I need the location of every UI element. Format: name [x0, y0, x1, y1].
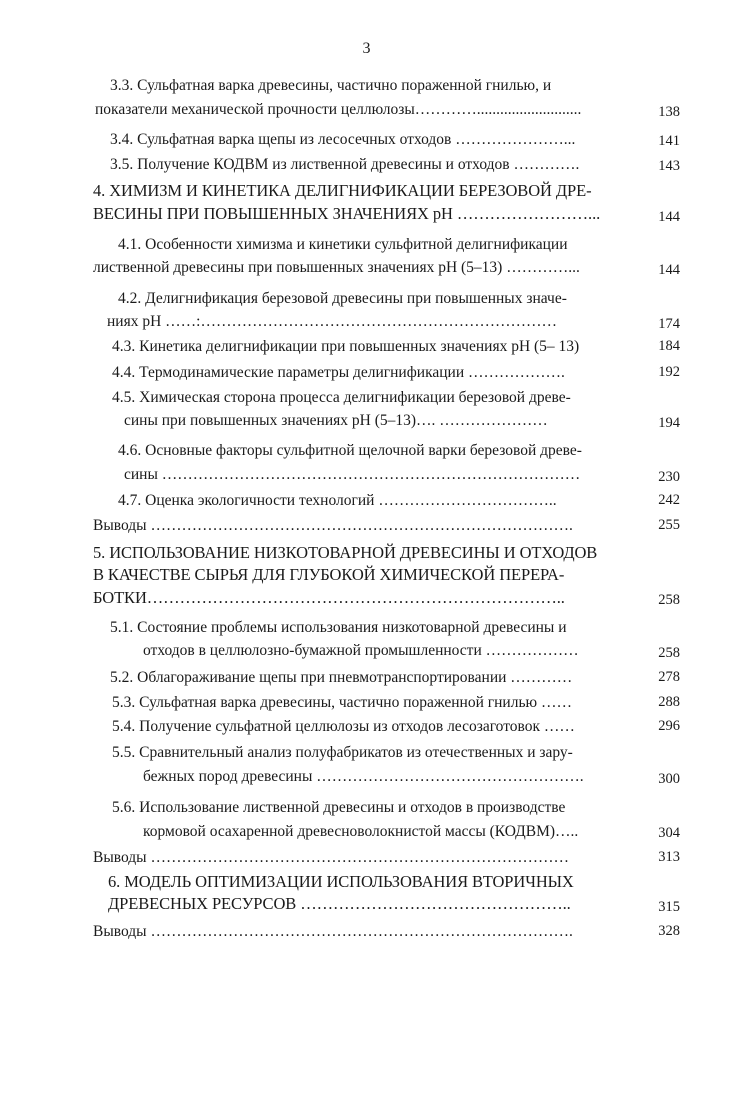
toc-entry-text: 4.6. Основные факторы сульфитной щелочной варки березовой древе- [118, 442, 582, 459]
toc-page-number: 138 [658, 104, 680, 120]
toc-entry-text: 5. ИСПОЛЬЗОВАНИЕ НИЗКОТОВАРНОЙ ДРЕВЕСИНЫ И ОТХОДОВ [93, 543, 598, 562]
toc-page-number: 304 [658, 825, 680, 841]
toc-entry-text: В КАЧЕСТВЕ СЫРЬЯ ДЛЯ ГЛУБОКОЙ ХИМИЧЕСКОЙ ПЕРЕРА- [93, 565, 565, 584]
toc-page-number: 278 [658, 669, 680, 685]
toc-entry-text: 5.5. Сравнительный анализ полуфабрикатов из отечественных и зару- [112, 744, 573, 761]
toc-page-number: 313 [658, 849, 680, 865]
toc-entry-text: 4.4. Термодинамические параметры делигнификации ………………. [112, 364, 565, 381]
toc-page-number: 255 [658, 517, 680, 533]
toc-entry-text: ниях pH ……:…………………………………………………………… [107, 313, 557, 330]
toc-page-number: 288 [658, 694, 680, 710]
toc-page-number: 143 [658, 158, 680, 174]
toc-entry-text: 5.1. Состояние проблемы использования низкотоварной древесины и [110, 619, 567, 636]
toc-entry-text: 5.3. Сульфатная варка древесины, частично пораженной гнилью …… [112, 694, 572, 711]
toc-entry-text: 5.2. Облагораживание щепы при пневмотранспортировании ………… [110, 669, 573, 686]
toc-entry-text: БОТКИ………………………………………………………………….. [93, 588, 565, 607]
toc-entry-text: 4.3. Кинетика делигнификации при повышенных значениях pH (5– 13) [112, 338, 580, 355]
toc-entry-text: Выводы ………………………………………………………………………. [93, 923, 573, 940]
toc-entry-text: 3.4. Сульфатная варка щепы из лесосечных отходов …………………... [110, 131, 576, 148]
toc-page-number: 230 [658, 469, 680, 485]
toc-entry-text: показатели механической прочности целлюлозы…………........................... [95, 101, 582, 118]
toc-entry-text: 3.5. Получение КОДВМ из лиственной древесины и отходов …………. [110, 156, 580, 173]
toc-entry-text: 5.4. Получение сульфатной целлюлозы из отходов лесозаготовок …… [112, 718, 575, 735]
toc-page-number: 296 [658, 718, 680, 734]
toc-entry-text: Выводы ……………………………………………………………………… [93, 849, 569, 866]
toc-entry-text: 5.6. Использование лиственной древесины и отходов в производстве [112, 799, 566, 816]
toc-entry-text: лиственной древесины при повышенных значениях pH (5–13) …………... [93, 259, 580, 276]
toc-entry-text: кормовой осахаренной древесноволокнистой массы (КОДВМ)….. [143, 823, 579, 840]
toc-entry-text: 3.3. Сульфатная варка древесины, частично пораженной гнилью, и [110, 77, 552, 94]
toc-entry-text: сины ……………………………………………………………………… [124, 466, 581, 483]
toc-entry-text: 4.7. Оценка экологичности технологий …………………………….. [118, 492, 557, 509]
toc-entry-text: сины при повышенных значениях pH (5–13)…. ………………… [124, 412, 548, 429]
toc-page-number: 144 [658, 262, 680, 278]
toc-page-number: 192 [658, 364, 680, 380]
toc-page-number: 315 [658, 899, 680, 915]
toc-entry-text: 4. ХИМИЗМ И КИНЕТИКА ДЕЛИГНИФИКАЦИИ БЕРЕЗОВОЙ ДРЕ- [93, 181, 592, 200]
toc-page-number: 258 [658, 592, 680, 608]
toc-entry-text: Выводы ………………………………………………………………………. [93, 517, 573, 534]
toc-entry-text: ВЕСИНЫ ПРИ ПОВЫШЕННЫХ ЗНАЧЕНИЯХ pH ……………………... [93, 204, 601, 223]
toc-entry-text: 4.2. Делигнификация березовой древесины при повышенных значе- [118, 290, 567, 307]
toc-entry-text: ДРЕВЕСНЫХ РЕСУРСОВ ………………………………………….. [108, 894, 571, 913]
toc-page-number: 184 [658, 338, 680, 354]
toc-entry-text: 6. МОДЕЛЬ ОПТИМИЗАЦИИ ИСПОЛЬЗОВАНИЯ ВТОРИЧНЫХ [108, 872, 574, 891]
toc-page-number: 174 [658, 316, 680, 332]
toc-page-number: 144 [658, 209, 680, 225]
toc-entry-text: 4.5. Химическая сторона процесса делигнификации березовой древе- [112, 389, 571, 406]
toc-page-number: 300 [658, 771, 680, 787]
toc-entry-text: отходов в целлюлозно-бумажной промышленности ……………… [143, 642, 579, 659]
toc-page-number: 258 [658, 645, 680, 661]
page-number: 3 [362, 40, 371, 57]
toc-entry-text: 4.1. Особенности химизма и кинетики сульфитной делигнификации [118, 236, 568, 253]
toc-page-number: 328 [658, 923, 680, 939]
toc-page-number: 242 [658, 492, 680, 508]
toc-page-number: 194 [658, 415, 680, 431]
toc-page-number: 141 [658, 133, 680, 149]
toc-entry-text: бежных пород древесины ……………………………………………. [143, 768, 584, 785]
